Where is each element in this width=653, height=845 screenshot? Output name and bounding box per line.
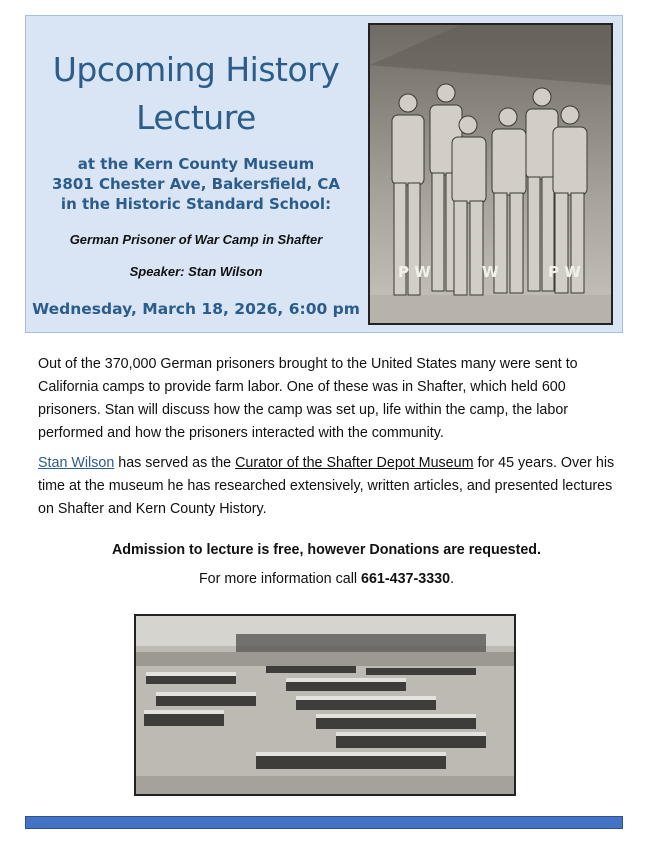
pow-lettering-right: P W <box>548 263 581 281</box>
header-box <box>25 15 623 333</box>
event-date: Wednesday, March 18, 2026, 6:00 pm <box>32 300 360 318</box>
title-line-2: Lecture <box>136 98 256 137</box>
bio-text-2: for 45 years. Over his time at the museum he has researched extensively, written articles, and presented lectures on Shafter and Kern County History. <box>38 455 615 517</box>
footer-bar <box>25 816 623 829</box>
camp-aerial-photo-image <box>136 616 514 794</box>
camp-aerial-photo <box>134 614 516 796</box>
lecture-topic: German Prisoner of War Camp in Shafter <box>69 232 323 247</box>
admission-note: Admission to lecture is free, however Donations are requested. <box>111 542 542 558</box>
bio-text-1: has served as the <box>114 455 236 471</box>
venue-line-1: at the Kern County Museum <box>77 155 315 173</box>
phone-number: 661-437-3330 <box>361 571 451 587</box>
contact-suffix: . <box>450 571 455 587</box>
speaker-bio-paragraph <box>38 452 618 521</box>
curator-title: Curator of the Shafter Depot Museum <box>235 455 474 471</box>
venue <box>26 154 366 214</box>
contact-prefix: For more information call <box>198 571 362 587</box>
pow-lettering-left: P W <box>398 263 431 281</box>
speaker-name-link[interactable]: Stan Wilson <box>38 455 115 471</box>
contact-info <box>0 571 653 587</box>
venue-line-2: 3801 Chester Ave, Bakersfield, CA <box>51 175 340 193</box>
header-text <box>26 16 366 332</box>
title-line-1: Upcoming History <box>52 50 340 89</box>
page-title <box>26 46 366 142</box>
pow-group-photo-image <box>370 25 611 323</box>
speaker: Speaker: Stan Wilson <box>129 264 263 279</box>
venue-line-3: in the Historic Standard School: <box>60 195 332 213</box>
description-paragraph: Out of the 370,000 German prisoners brought to the United States many were sent to California camps to provide farm labor. One of these was in Shafter, which held 600 prisoners. Stan will discuss how the camp was set up, life within the camp, the labor performed and how the prisoners interacted with the community. <box>38 356 578 441</box>
pow-group-photo <box>368 23 613 325</box>
pow-lettering-mid: W <box>482 263 499 281</box>
